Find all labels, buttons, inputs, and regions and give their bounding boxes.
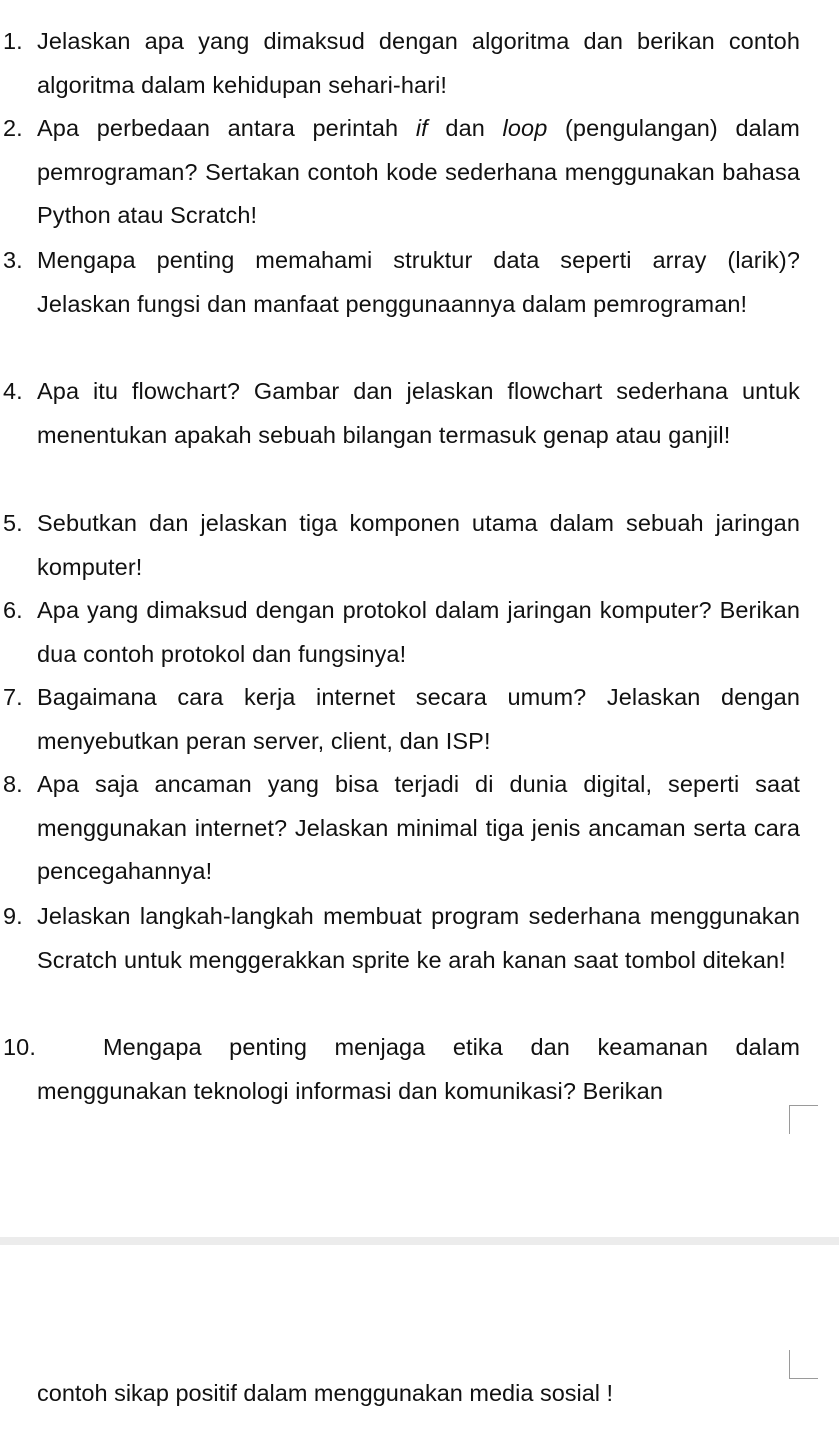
- question-number: 1.: [3, 28, 23, 54]
- page-break-divider: [0, 1237, 839, 1245]
- question-text: Sebutkan dan jelaskan tiga komponen utama dalam sebuah jaringan komputer!: [37, 510, 800, 580]
- italic-keyword-if: if: [415, 115, 428, 141]
- question-text: Apa saja ancaman yang bisa terjadi di dunia digital, seperti saat menggunakan internet? Jelaskan minimal tiga jenis ancaman serta cara pencegahannya!: [37, 771, 800, 884]
- question-number: 2.: [3, 115, 23, 141]
- question-10-continuation: contoh sikap positif dalam menggunakan media sosial !: [37, 1380, 614, 1406]
- question-text: Mengapa penting memahami struktur data seperti array (larik)? Jelaskan fungsi dan manfaat penggunaannya dalam pemrograman!: [37, 247, 800, 317]
- question-text: Apa itu flowchart? Gambar dan jelaskan flowchart sederhana untuk menentukan apakah sebuah bilangan termasuk genap atau ganjil!: [37, 378, 800, 448]
- italic-keyword-loop: loop: [502, 115, 548, 141]
- question-6: [0, 589, 800, 676]
- question-text: Apa yang dimaksud dengan protokol dalam jaringan komputer? Berikan dua contoh protokol dan fungsinya!: [37, 597, 800, 667]
- question-text: Mengapa penting menjaga etika dan keamanan dalam menggunakan teknologi informasi dan komunikasi? Berikan: [37, 1034, 800, 1104]
- question-number: 8.: [3, 771, 23, 797]
- question-number: 4.: [3, 378, 23, 404]
- question-number: 6.: [3, 597, 23, 623]
- question-number: 3.: [3, 247, 23, 273]
- page-corner-mark-bottom: [789, 1350, 818, 1379]
- question-number: 7.: [3, 684, 23, 710]
- page-corner-mark-top: [789, 1105, 818, 1134]
- question-7: [0, 676, 800, 763]
- question-1: [0, 20, 800, 107]
- question-3: [0, 239, 800, 326]
- question-text: Apa perbedaan antara perintah if dan loop (pengulangan) dalam pemrograman? Sertakan contoh kode sederhana menggunakan bahasa Python atau Scratch!: [37, 115, 800, 228]
- question-number: 9.: [3, 903, 23, 929]
- question-text: Jelaskan langkah-langkah membuat program sederhana menggunakan Scratch untuk menggerakkan sprite ke arah kanan saat tombol ditekan!: [37, 903, 800, 973]
- question-number: 10.: [3, 1034, 36, 1060]
- question-text: Bagaimana cara kerja internet secara umum? Jelaskan dengan menyebutkan peran server, client, dan ISP!: [37, 684, 800, 754]
- question-10: [0, 1026, 800, 1113]
- question-2: [0, 107, 800, 238]
- question-4: [0, 370, 800, 457]
- question-5: [0, 502, 800, 589]
- question-9: [0, 895, 800, 982]
- question-number: 5.: [3, 510, 23, 536]
- question-8: [0, 763, 800, 894]
- question-text: Jelaskan apa yang dimaksud dengan algoritma dan berikan contoh algoritma dalam kehidupan sehari-hari!: [37, 28, 800, 98]
